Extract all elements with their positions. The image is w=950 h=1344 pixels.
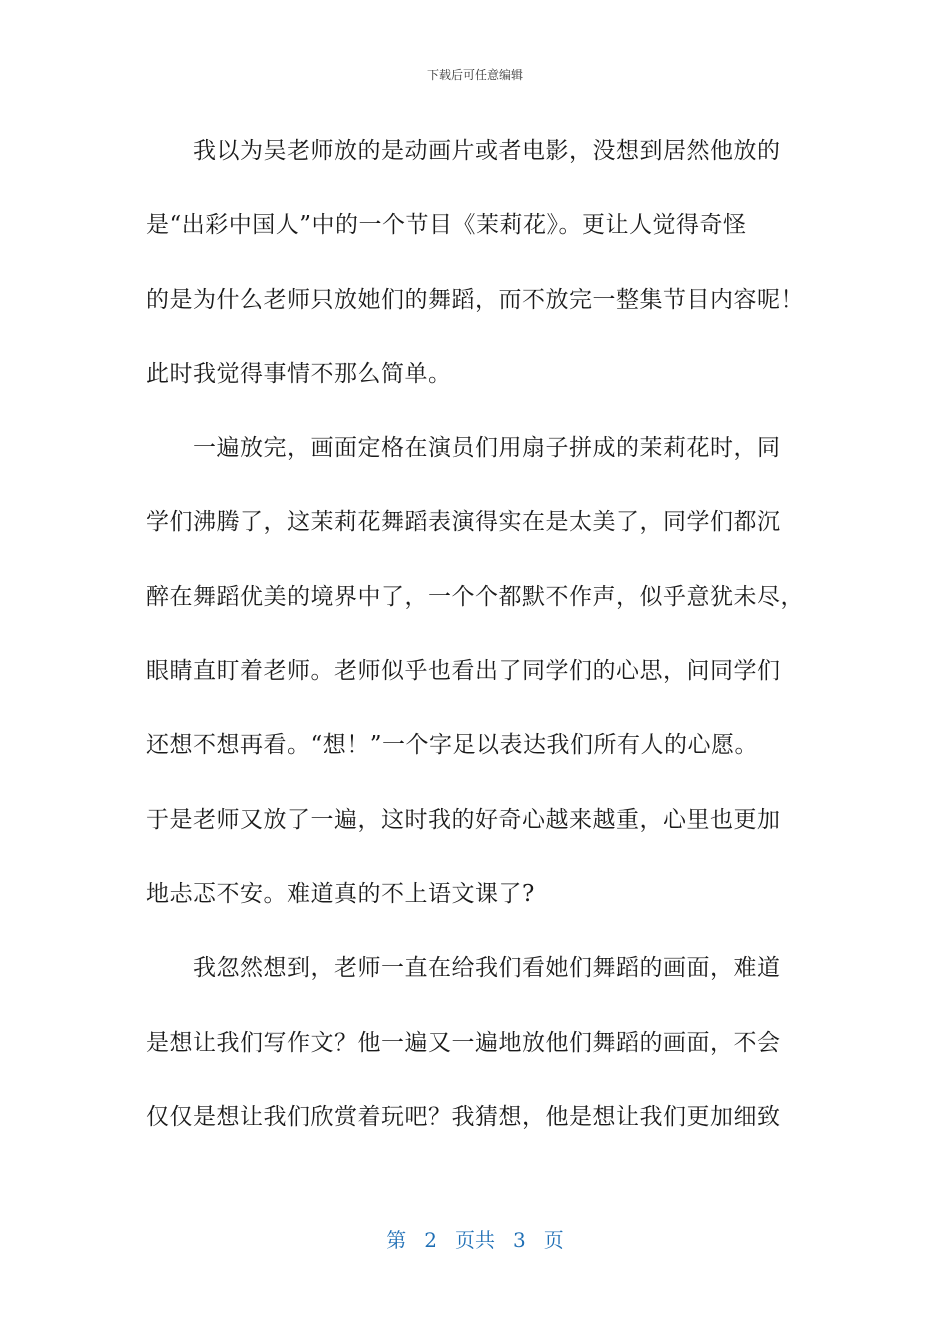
text-line: 于是老师又放了一遍，这时我的好奇心越来越重，心里也更加: [146, 806, 781, 833]
page-header: 下载后可任意编辑: [426, 68, 523, 82]
text-line: 仅仅是想让我们欣赏着玩吧？我猜想，他是想让我们更加细致: [146, 1103, 781, 1130]
text-line: 学们沸腾了，这茉莉花舞蹈表演得实在是太美了，同学们都沉: [146, 509, 781, 536]
text-line: 我以为吴老师放的是动画片或者电影，没想到居然他放的: [193, 138, 781, 164]
document-body: [146, 114, 806, 1154]
text-line: 眼睛直盯着老师。老师似乎也看出了同学们的心思，问同学们: [146, 658, 781, 685]
text-line: 是“出彩中国人”中的一个节目《茉莉花》。更让人觉得奇怪: [146, 212, 747, 239]
text-line: 我忽然想到，老师一直在给我们看她们舞蹈的画面，难道: [193, 955, 781, 982]
text-line: 地忐忑不安。难道真的不上语文课了?: [146, 880, 535, 907]
text-line: 还想不想再看。“想！”一个字足以表达我们所有人的心愿。: [146, 732, 759, 759]
footer-page-number: 2: [424, 1228, 437, 1252]
footer-suffix: 页: [543, 1228, 564, 1252]
text-line: 是想让我们写作文？他一遍又一遍地放他们舞蹈的画面，不会: [146, 1029, 781, 1056]
page-footer: [0, 1224, 950, 1253]
footer-total-pages: 3: [513, 1228, 526, 1252]
text-line: 的是为什么老师只放她们的舞蹈，而不放完一整集节目内容呢！: [146, 286, 804, 313]
footer-middle: 页共: [455, 1228, 495, 1252]
text-line: 一遍放完，画面定格在演员们用扇子拼成的茉莉花时，同: [193, 435, 781, 462]
text-line: 此时我觉得事情不那么简单。: [146, 360, 452, 387]
text-line: 醉在舞蹈优美的境界中了，一个个都默不作声，似乎意犹未尽，: [146, 583, 804, 610]
footer-prefix: 第: [386, 1228, 407, 1252]
